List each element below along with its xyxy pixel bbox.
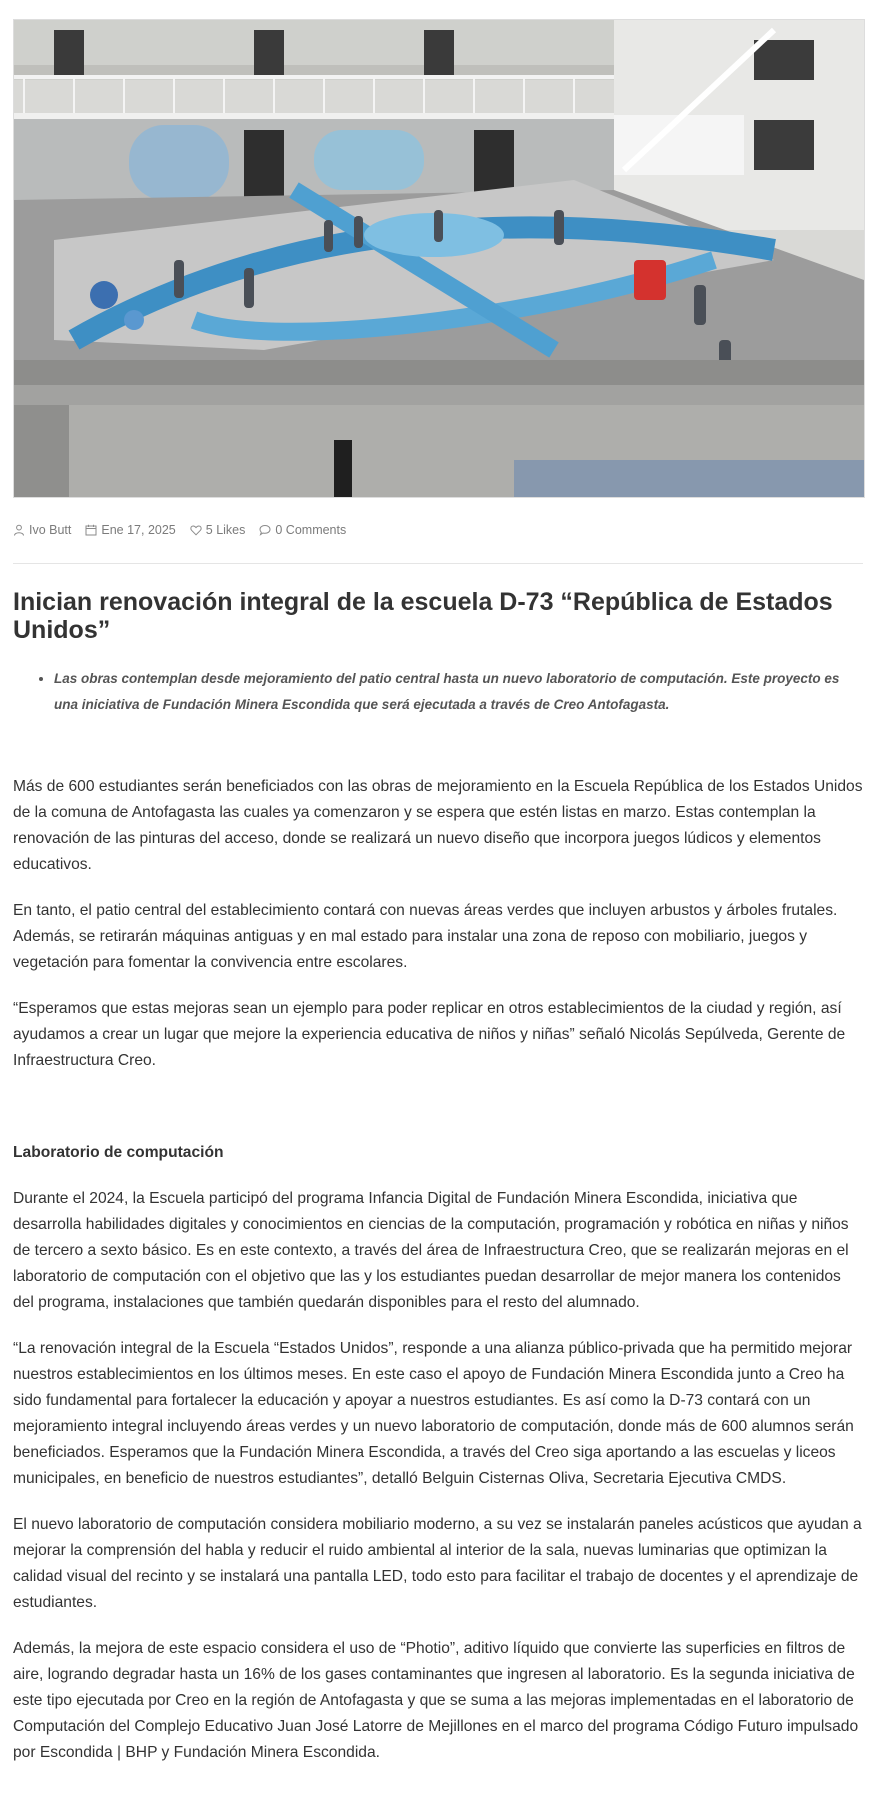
article-body bbox=[13, 774, 863, 1786]
comment-icon bbox=[259, 524, 271, 536]
section-spacer bbox=[13, 1094, 863, 1140]
meta-date bbox=[85, 523, 175, 537]
meta-comments[interactable] bbox=[259, 523, 346, 537]
comments-count: 0 Comments bbox=[275, 523, 347, 537]
user-icon bbox=[13, 524, 25, 536]
summary-list bbox=[40, 666, 854, 718]
section-paragraph: Además, la mejora de este espacio considera el uso de “Photio”, aditivo líquido que convierte las superficies en filtros de aire, logrando degradar hasta un 16% de los gases contaminantes que ingresen al laboratorio. Es la segunda iniciativa de este tipo ejecutada por Creo en la región de Antofagasta y que se suma a las mejoras implementadas en el laboratorio de Computación del Complejo Educativo Juan José Latorre de Mejillones en el marco del programa Código Futuro impulsado por Escondida | BHP y Fundación Minera Escondida. bbox=[13, 1640, 859, 1761]
hero-image bbox=[13, 19, 865, 498]
section-paragraph: Durante el 2024, la Escuela participó del programa Infancia Digital de Fundación Minera Escondida, iniciativa que desarrolla habilidades digitales y conocimientos en ciencias de la computación, programación y robótica en niñas y niños de tercero a sexto básico. Es en este contexto, a través del área de Infraestructura Creo, que se realizarán mejoras en el laboratorio de computación con el objetivo que las y los estudiantes puedan desarrollar de mejor manera los contenidos del programa, instalaciones que también quedarán disponibles para el resto del alumnado. bbox=[13, 1190, 849, 1311]
heart-icon bbox=[190, 524, 202, 536]
section-paragraph: El nuevo laboratorio de computación considera mobiliario moderno, a su vez se instalarán paneles acústicos que ayudan a mejorar la comprensión del habla y reducir el ruido ambiental al interior de la sala, nuevas luminarias que optimizan la calidad visual del recinto y se instalará una pantalla LED, todo esto para facilitar el trabajo de docentes y el aprendizaje de estudiantes. bbox=[13, 1516, 862, 1611]
article-title: Inician renovación integral de la escuela D-73 “República de Estados Unidos” bbox=[13, 588, 833, 644]
body-paragraph: “Esperamos que estas mejoras sean un ejemplo para poder replicar en otros establecimientos de la ciudad y región, así ayudamos a crear un lugar que mejore la experiencia educativa de niños y niñas” señaló Nicolás Sepúlveda, Gerente de Infraestructura Creo. bbox=[13, 1000, 846, 1069]
meta-likes[interactable] bbox=[190, 523, 246, 537]
post-date: Ene 17, 2025 bbox=[101, 523, 176, 537]
body-paragraph: En tanto, el patio central del establecimiento contará con nuevas áreas verdes que incluyen arbustos y árboles frutales. Además, se retirarán máquinas antiguas y en mal estado para instalar una zona de reposo con mobiliario, juegos y vegetación para fomentar la convivencia entre escolares. bbox=[13, 902, 838, 971]
summary-item: • Las obras contemplan desde mejoramiento del patio central hasta un nuevo laboratorio de computación. Este proyecto es una iniciativa de Fundación Minera Escondida que será ejecutada a través de Creo Antofagasta. bbox=[54, 666, 854, 718]
calendar-icon bbox=[85, 524, 97, 536]
meta-divider bbox=[13, 563, 863, 564]
section-heading: Laboratorio de computación bbox=[13, 1144, 224, 1161]
post-meta bbox=[13, 523, 346, 537]
likes-count: 5 Likes bbox=[205, 523, 246, 537]
section-paragraph: “La renovación integral de la Escuela “Estados Unidos”, responde a una alianza público-privada que ha permitido mejorar nuestros establecimientos en los últimos meses. En este caso el apoyo de Fundación Minera Escondida junto a Creo ha sido fundamental para fortalecer la educación y apoyar a nuestros estudiantes. Es así como la D-73 contará con un mejoramiento integral incluyendo áreas verdes y un nuevo laboratorio de computación, donde más de 600 alumnos serán beneficiados. Esperamos que la Fundación Minera Escondida, a través del Creo siga aportando a las escuelas y liceos municipales, en beneficio de nuestros estudiantes”, detalló Belguin Cisternas Oliva, Secretaria Ejecutiva CMDS. bbox=[13, 1340, 854, 1487]
author-name: Ivo Butt bbox=[29, 523, 72, 537]
meta-author[interactable] bbox=[13, 523, 71, 537]
body-paragraph: Más de 600 estudiantes serán beneficiados con las obras de mejoramiento en la Escuela República de los Estados Unidos de la comuna de Antofagasta las cuales ya comenzaron y se espera que estén listas en marzo. Estas contemplan la renovación de las pinturas del acceso, donde se realizará un nuevo diseño que incorpora juegos lúdicos y elementos educativos. bbox=[13, 778, 863, 873]
